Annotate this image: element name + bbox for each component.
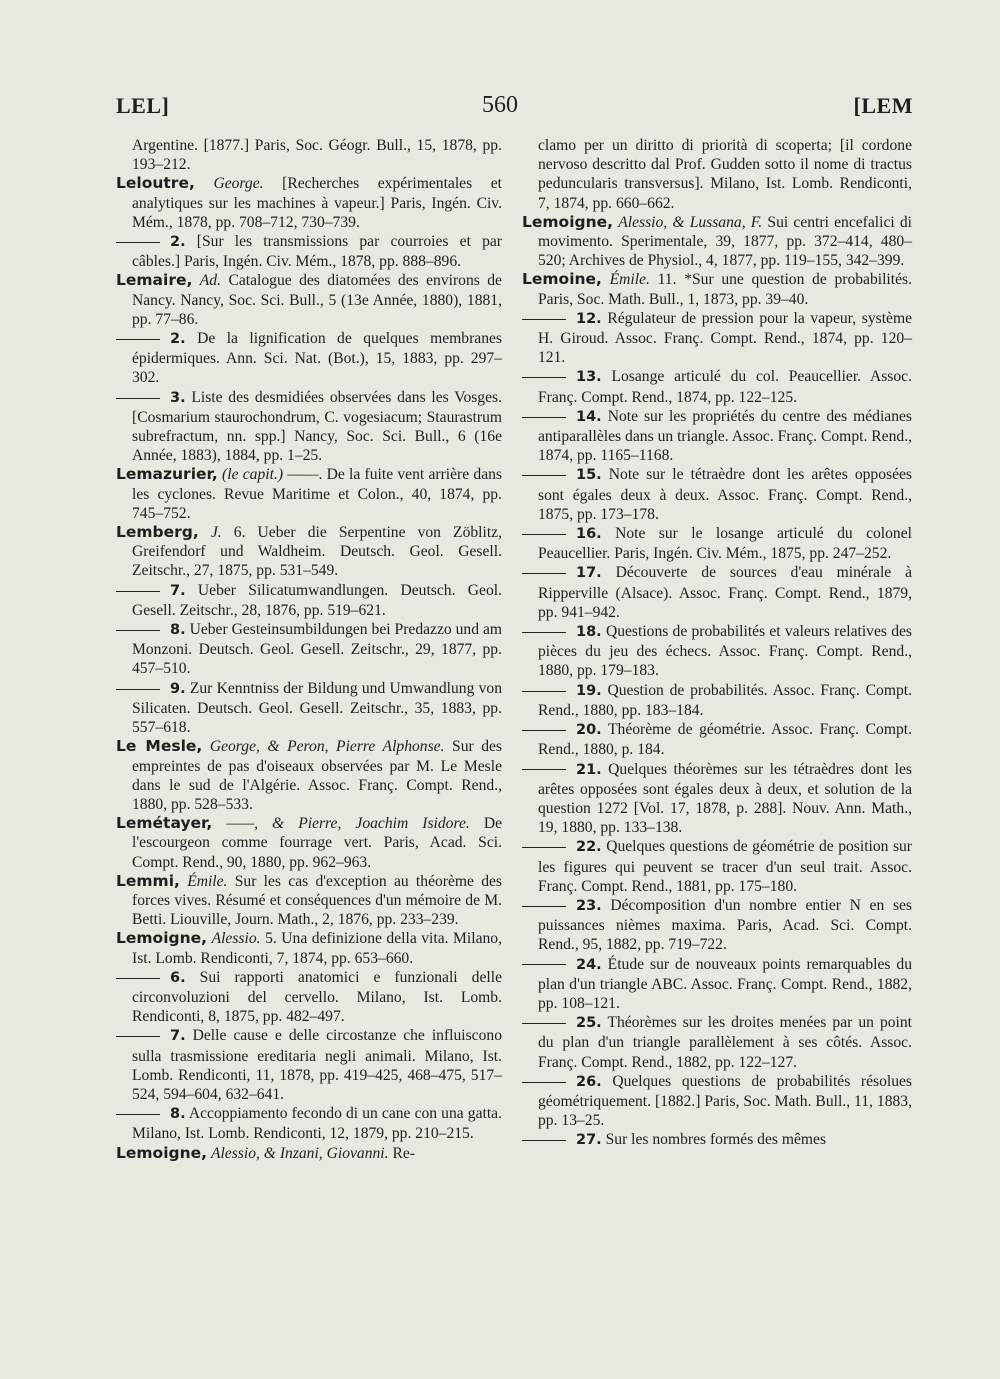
- bibliography-subentry: [116, 232, 502, 271]
- author-surname: Lemétayer,: [116, 814, 213, 833]
- author-surname: Leloutre,: [116, 174, 195, 193]
- bibliography-subentry: [116, 1026, 502, 1104]
- ditto-rule: [116, 630, 160, 631]
- entry-text: Question de probabilités. Assoc. Franç. Compt. Rend., 1880, pp. 183–184.: [538, 681, 912, 719]
- entry-number: 7.: [170, 1028, 186, 1045]
- bibliography-subentry: [116, 620, 502, 679]
- ditto-rule: [522, 417, 566, 418]
- entry-text: Delle cause e delle circostanze che influiscono sulla trasmissione ereditaria negli animali. Milano, Ist. Lomb. Rendiconti, 11, 1878, pp. 419–425, 468–475, 517–524, 594–604, 632–641.: [132, 1027, 502, 1103]
- ditto-rule: [522, 1023, 566, 1024]
- author-given-name: Émile.: [609, 271, 650, 289]
- entry-text: [Sur les transmissions par courroies et par câbles.] Paris, Ingén. Civ. Mém., 1878, pp. 888–896.: [132, 233, 502, 271]
- bibliography-subentry: [522, 720, 912, 759]
- bibliography-entry: [116, 814, 502, 872]
- bibliography-entry: [116, 465, 502, 523]
- bibliography-subentry: [522, 681, 912, 720]
- ditto-rule: [522, 632, 566, 633]
- author-given-name: Émile.: [187, 872, 228, 890]
- entry-text: [Recherches expérimentales et analytiques sur les machines à vapeur.] Paris, Ingén. Civ. Mém., 1878, pp. 708–712, 730–739.: [132, 175, 502, 231]
- ditto-rule: [522, 847, 566, 848]
- ditto-rule: [522, 1140, 566, 1141]
- bibliography-subentry: [116, 388, 502, 466]
- entry-number: 8.: [170, 622, 186, 639]
- ditto-rule: [522, 573, 566, 574]
- entry-number: 21.: [576, 761, 602, 778]
- bibliography-subentry: [522, 563, 912, 622]
- continued-entry: [116, 136, 502, 174]
- entry-text: 6. Ueber die Serpentine von Zöblitz, Greifendorf und Waldheim. Deutsch. Geol. Gesell. Zeitschr., 27, 1875, pp. 531–549.: [132, 524, 502, 580]
- page-number: 560: [482, 92, 518, 118]
- entry-text: Note sur le losange articulé du colonel Peaucellier. Paris, Ingén. Civ. Mém., 1875, pp. 247–252.: [538, 525, 912, 563]
- entry-text: Quelques théorèmes sur les tétraèdres dont les arêtes opposées sont égales deux à deux, et solution de la question 1272 [Vol. 17, 1878, p. 288]. Nouv. Ann. Math., 19, 1880, pp. 133–138.: [538, 760, 912, 837]
- bibliography-entry: [522, 270, 912, 308]
- entry-text: De l'escourgeon comme fourrage vert. Paris, Acad. Sci. Compt. Rend., 90, 1880, pp. 962–963.: [132, 815, 502, 871]
- bibliography-subentry: [522, 465, 912, 524]
- entry-text: Sur les nombres formés des mêmes: [605, 1131, 827, 1149]
- entry-text: ——. De la fuite vent arrière dans les cyclones. Revue Maritime et Colon., 40, 1874, pp. 745–752.: [132, 466, 502, 522]
- bibliography-entry: [116, 271, 502, 329]
- ditto-rule: [116, 591, 160, 592]
- author-surname: Lemoigne,: [116, 1143, 208, 1162]
- ditto-rule: [522, 377, 566, 378]
- bibliography-subentry: [522, 837, 912, 896]
- bibliography-subentry: [522, 1130, 912, 1150]
- entry-text: Questions de probabilités et valeurs relatives des pièces du jeu des échecs. Assoc. Franç. Compt. Rend., 1880, pp. 179–183.: [538, 623, 912, 680]
- entry-number: 2.: [170, 234, 186, 251]
- entry-text: De la lignification de quelques membranes épidermiques. Ann. Sci. Nat. (Bot.), 15, 1883, pp. 297–302.: [132, 330, 502, 387]
- entry-text: Étude sur de nouveaux points remarquables du plan d'un triangle ABC. Assoc. Franç. Compt. Rend., 1882, pp. 108–121.: [538, 955, 912, 1012]
- ditto-rule: [116, 339, 160, 340]
- entry-number: 2.: [170, 331, 186, 348]
- entry-number: 7.: [170, 582, 186, 599]
- entry-text: Sur des empreintes de pas d'oiseaux observées par M. Le Mesle dans le sud de l'Algérie. Assoc. Franç. Compt. Rend., 1880, pp. 528–533.: [132, 738, 502, 813]
- bibliography-subentry: [522, 896, 912, 955]
- entry-text: Quelques questions de probabilités résolues géométriquement. [1882.] Paris, Soc. Math. Bull., 11, 1883, pp. 13–25.: [538, 1072, 912, 1130]
- entry-text: Quelques questions de géométrie de position sur les figures qui peuvent se tracer d'un seul trait. Assoc. Franç. Compt. Rend., 1881, pp. 175–180.: [538, 838, 912, 895]
- ditto-rule: [522, 475, 566, 476]
- ditto-rule: [116, 978, 160, 979]
- ditto-rule: [522, 906, 566, 907]
- author-given-name: Ad.: [199, 272, 222, 290]
- bibliography-subentry: [116, 581, 502, 620]
- bibliography-subentry: [522, 622, 912, 681]
- entry-number: 9.: [170, 680, 186, 697]
- entry-text: Argentine. [1877.] Paris, Soc. Géogr. Bull., 15, 1878, pp. 193–212.: [132, 137, 502, 174]
- entry-text: Ueber Gesteinsumbildungen bei Predazzo und am Monzoni. Deutsch. Geol. Gesell. Zeitschr., 29, 1877, pp. 457–510.: [132, 621, 503, 678]
- entry-text: 5. Una definizione della vita. Milano, Ist. Lomb. Rendiconti, 7, 1874, pp. 653–660.: [132, 930, 503, 967]
- author-surname: Lemoigne,: [116, 929, 208, 948]
- entry-number: 25.: [576, 1015, 602, 1032]
- author-surname: Le Mesle,: [116, 737, 203, 756]
- entry-text: Re-: [392, 1144, 415, 1162]
- entry-text: Sui rapporti anatomici e funzionali delle circonvoluzioni del cervello. Milano, Ist. Lomb. Rendiconti, 8, 1875, pp. 482–497.: [132, 968, 502, 1026]
- bibliography-subentry: [116, 329, 502, 388]
- entry-text: Décomposition d'un nombre entier N en ses puissances nièmes maxima. Paris, Acad. Sci. Compt. Rend., 95, 1882, pp. 719–722.: [538, 896, 912, 954]
- entry-text: Note sur les propriétés du centre des médianes antiparallèles dans un triangle. Assoc. Franç. Compt. Rend., 1874, pp. 1165–1168.: [538, 407, 913, 465]
- entry-number: 22.: [576, 839, 602, 856]
- bibliography-entry: [522, 213, 912, 271]
- bibliography-entry: [116, 737, 502, 814]
- ditto-rule: [522, 964, 566, 965]
- entry-number: 3.: [170, 389, 186, 406]
- bibliography-subentry: [522, 760, 912, 838]
- ditto-rule: [522, 730, 566, 731]
- entry-number: 24.: [576, 956, 602, 973]
- bibliography-subentry: [522, 1072, 912, 1131]
- entry-text: Régulateur de pression pour la vapeur, système H. Giroud. Assoc. Franç. Compt. Rend., 1874, pp. 120–121.: [538, 309, 912, 367]
- entry-number: 6.: [170, 969, 186, 986]
- bibliography-subentry: [522, 1013, 912, 1072]
- entry-text: Découverte de sources d'eau minérale à Ripperville (Alsace). Assoc. Franç. Compt. Rend., 1879, pp. 941–942.: [538, 564, 912, 621]
- entry-number: 26.: [576, 1073, 602, 1090]
- entry-text: 11. *Sur une question de probabilités. Paris, Soc. Math. Bull., 1, 1873, pp. 39–40.: [538, 271, 912, 308]
- bibliography-subentry: [522, 309, 912, 368]
- bibliography-subentry: [522, 367, 912, 406]
- entry-text: Zur Kenntniss der Bildung und Umwandlung von Silicaten. Deutsch. Geol. Gesell. Zeitschr., 35, 1883, pp. 557–618.: [132, 679, 502, 737]
- right-column: [522, 136, 912, 1151]
- entry-text: Théorème de géométrie. Assoc. Franç. Compt. Rend., 1880, p. 184.: [538, 721, 912, 759]
- bibliography-entry: [116, 1144, 502, 1163]
- entry-text: Losange articulé du col. Peaucellier. Assoc. Franç. Compt. Rend., 1874, pp. 122–125.: [538, 368, 912, 406]
- ditto-rule: [522, 319, 566, 320]
- bibliography-subentry: [522, 524, 912, 563]
- entry-text: Sur les cas d'exception au théorème des forces vives. Résumé et conséquences d'un mémoire de M. Betti. Liouville, Journ. Math., 2, 1876, pp. 233–239.: [132, 872, 503, 929]
- bibliography-entry: [116, 872, 502, 930]
- entry-number: 17.: [576, 565, 602, 582]
- entry-number: 27.: [576, 1132, 602, 1149]
- entry-number: 14.: [576, 408, 602, 425]
- bibliography-subentry: [522, 955, 912, 1014]
- ditto-rule: [116, 1036, 160, 1037]
- continued-entry: [522, 136, 912, 213]
- entry-number: 15.: [576, 467, 602, 484]
- bibliography-subentry: [116, 968, 502, 1027]
- author-given-name: ——, & Pierre, Joachim Isidore.: [226, 815, 470, 833]
- author-surname: Lemaire,: [116, 271, 193, 290]
- entry-number: 18.: [576, 624, 602, 641]
- bibliography-subentry: [116, 1104, 502, 1143]
- entry-number: 8.: [170, 1106, 186, 1123]
- author-given-name: Alessio, & Inzani, Giovanni.: [210, 1144, 389, 1162]
- entry-number: 23.: [576, 897, 602, 914]
- author-given-name: George.: [213, 175, 264, 193]
- entry-text: Ueber Silicatumwandlungen. Deutsch. Geol. Gesell. Zeitschr., 28, 1876, pp. 519–621.: [132, 581, 502, 619]
- bibliography-subentry: [522, 407, 912, 466]
- header-left-guide-word: LEL]: [116, 93, 170, 118]
- author-given-name: (le capit.): [222, 466, 284, 484]
- entry-text: Accoppiamento fecondo di un cane con una gatta. Milano, Ist. Lomb. Rendiconti, 12, 1879, pp. 210–215.: [132, 1105, 502, 1143]
- entry-text: Catalogue des diatomées des environs de Nancy. Nancy, Soc. Sci. Bull., 5 (13e Année, 1880), 1881, pp. 77–86.: [132, 272, 502, 328]
- author-given-name: Alessio.: [211, 930, 261, 948]
- ditto-rule: [522, 1082, 566, 1083]
- entry-number: 13.: [576, 369, 602, 386]
- entry-text: Liste des desmidiées observées dans les Vosges. [Cosmarium staurochondrum, C. vogesiacum; Staurastrum subrefractum, nn. spp.] Nancy, Soc. Sci. Bull., 6 (16e Année, 1883), 1884, pp. 1–25.: [132, 388, 502, 465]
- author-surname: Lemoigne,: [522, 212, 614, 231]
- ditto-rule: [116, 242, 160, 243]
- header-right-guide-word: [LEM: [853, 93, 913, 118]
- ditto-rule: [522, 691, 566, 692]
- entry-number: 20.: [576, 722, 602, 739]
- bibliography-entry: [116, 929, 502, 967]
- author-given-name: Alessio, & Lussana, F.: [618, 213, 763, 231]
- entry-text: clamo per un diritto di priorità di scoperta; [il cordone nervoso descritto dal Prof. Gudden sotto il nome di tractus peduncularis transversus]. Milano, Ist. Lomb. Rendiconti, 7, 1874, pp. 660–662.: [538, 137, 912, 212]
- ditto-rule: [116, 398, 160, 399]
- ditto-rule: [116, 689, 160, 690]
- ditto-rule: [522, 534, 566, 535]
- entry-text: Sui centri encefalici di movimento. Sperimentale, 39, 1877, pp. 372–414, 480–520; Archives de Physiol., 4, 1877, pp. 119–155, 342–399.: [538, 213, 913, 270]
- author-surname: Lemmi,: [116, 871, 180, 890]
- author-given-name: J.: [210, 524, 222, 542]
- entry-text: Note sur le tétraèdre dont les arêtes opposées sont égales deux à deux. Assoc. Franç. Compt. Rend., 1875, pp. 173–178.: [538, 466, 912, 523]
- ditto-rule: [522, 769, 566, 770]
- bibliography-entry: [116, 174, 502, 232]
- left-column: [116, 136, 502, 1163]
- bibliography-subentry: [116, 679, 502, 738]
- page-header: [0, 0, 1000, 130]
- entry-number: 19.: [576, 682, 602, 699]
- author-surname: Lemazurier,: [116, 465, 218, 484]
- entry-text: Théorèmes sur les droites menées par un point du plan d'un triangle parallèlement à ses côtés. Assoc. Franç. Compt. Rend., 1882, pp. 122–127.: [538, 1014, 913, 1071]
- ditto-rule: [116, 1114, 160, 1115]
- author-surname: Lemoine,: [522, 270, 602, 289]
- bibliography-entry: [116, 523, 502, 581]
- author-given-name: George, & Peron, Pierre Alphonse.: [209, 738, 445, 756]
- author-surname: Lemberg,: [116, 523, 199, 542]
- entry-number: 16.: [576, 526, 602, 543]
- entry-number: 12.: [576, 310, 602, 327]
